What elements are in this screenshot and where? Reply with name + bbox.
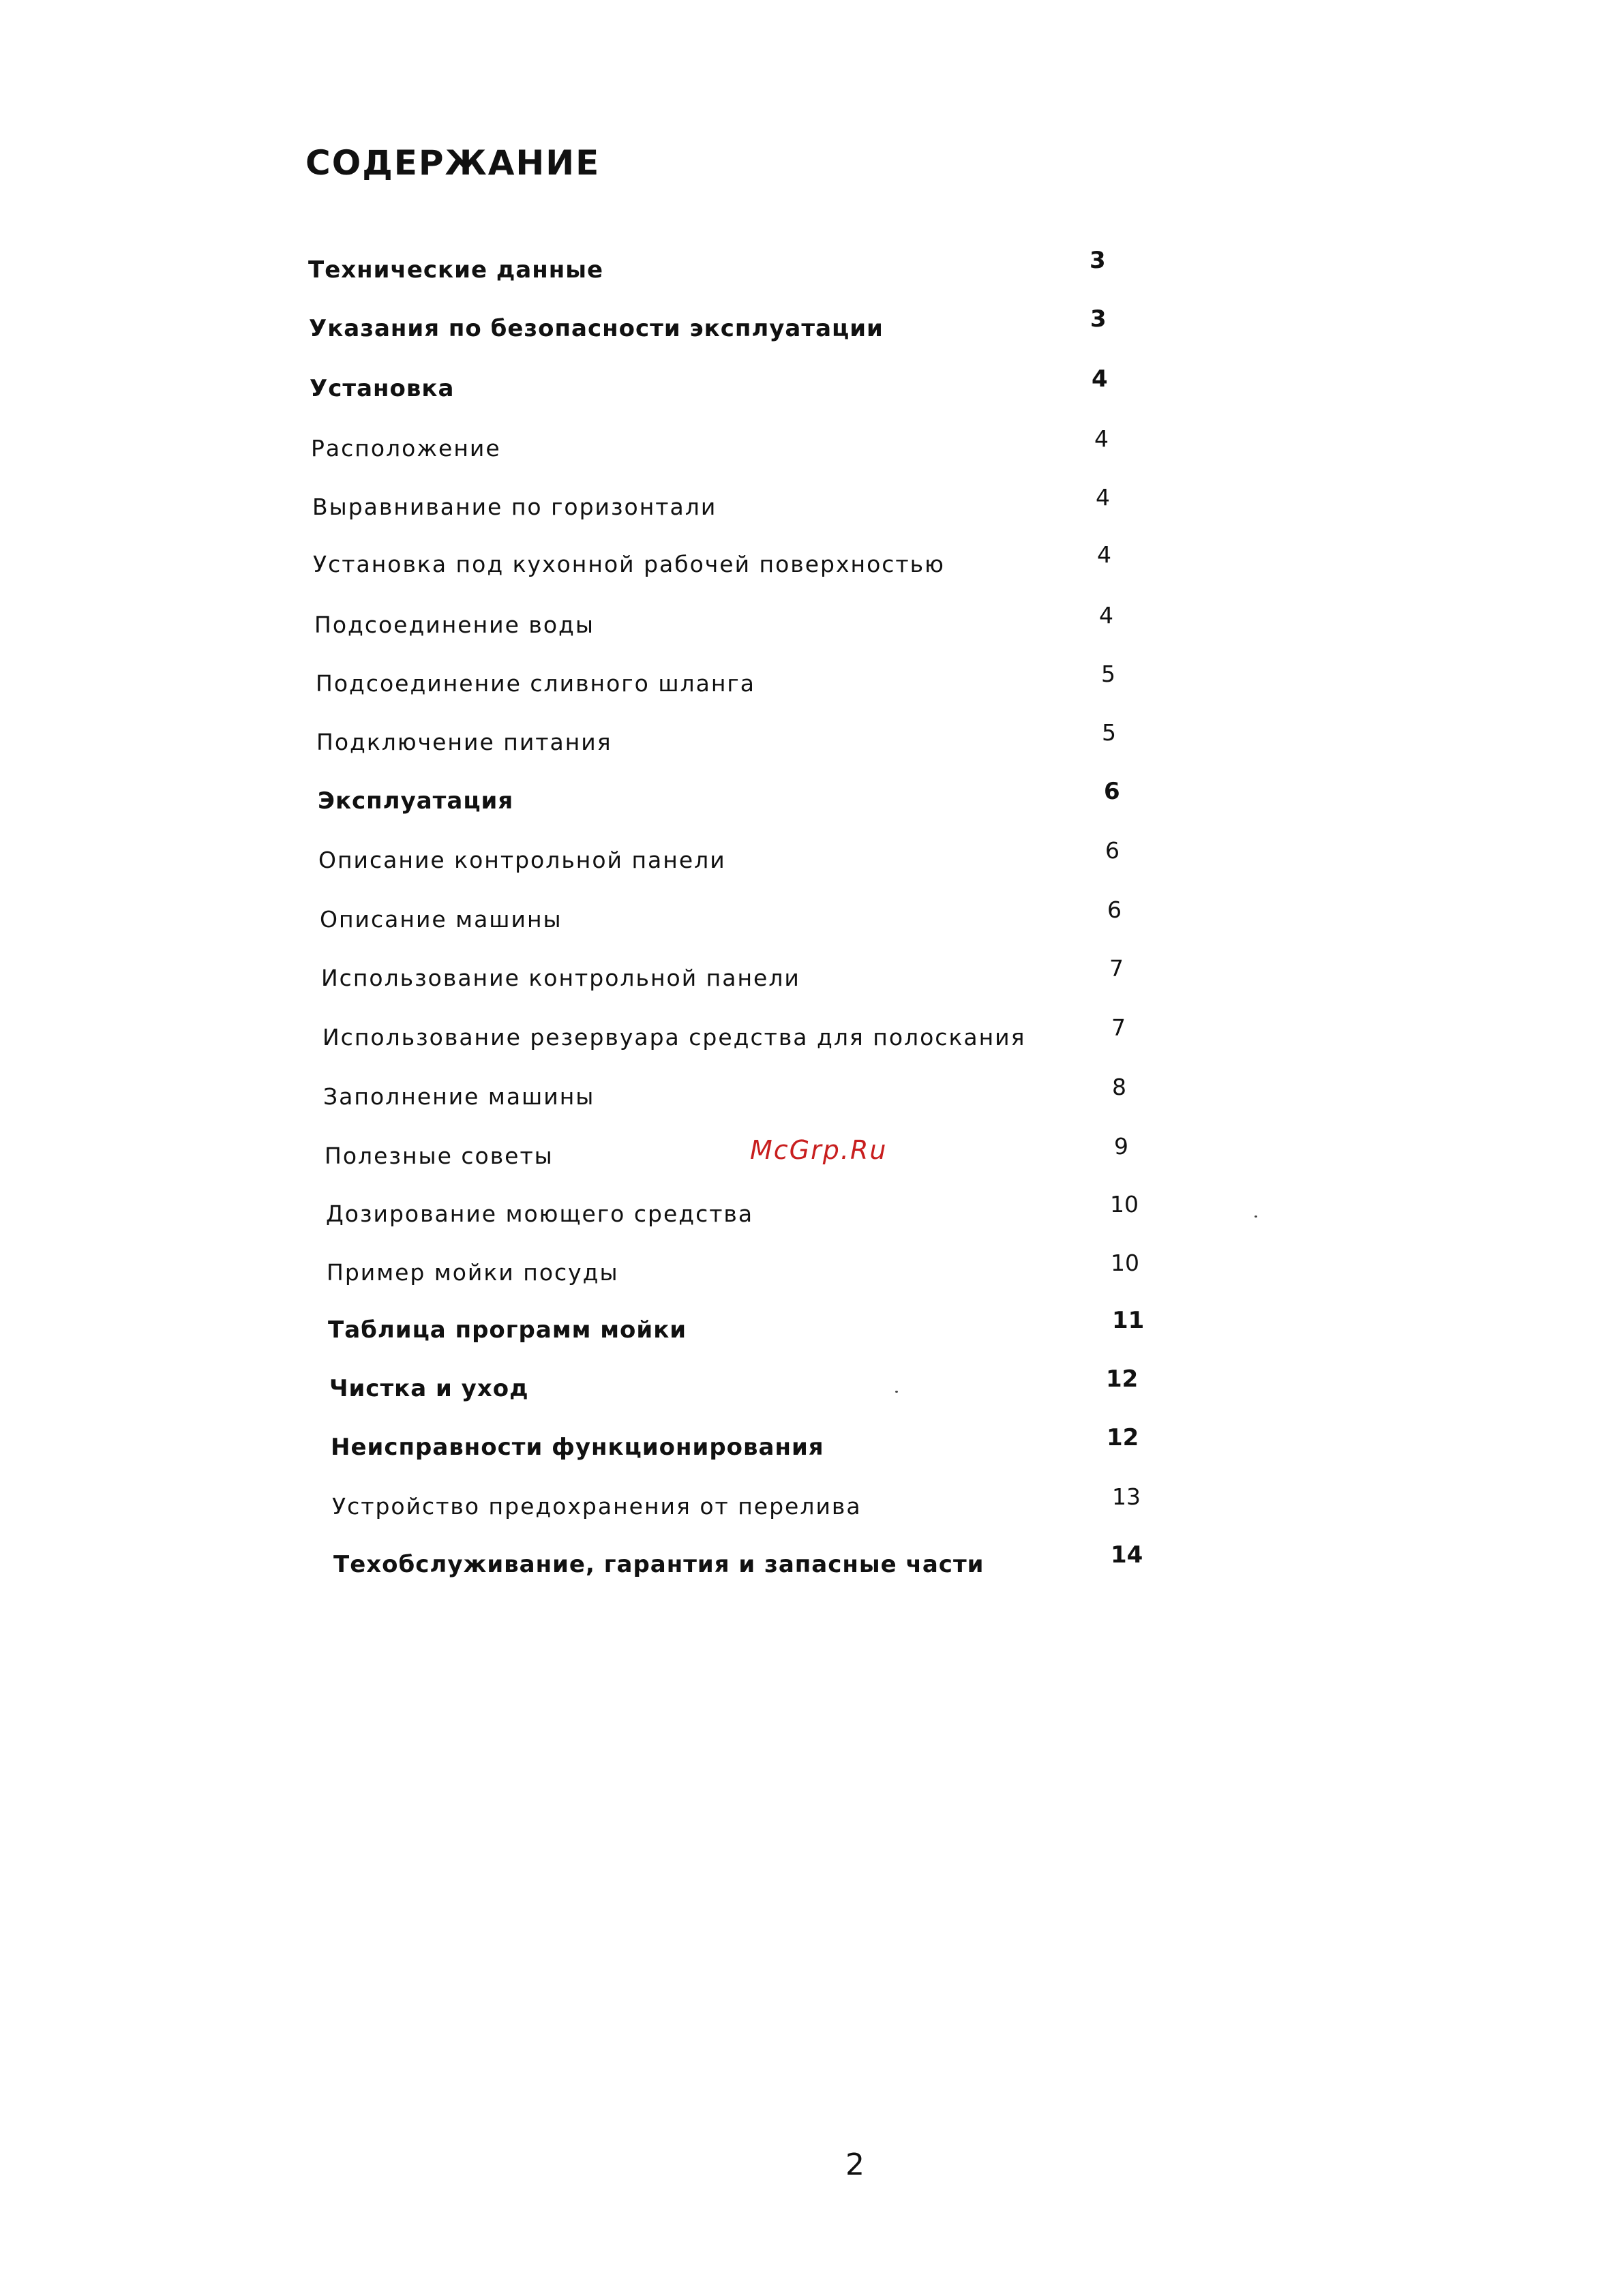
toc-entry (316, 721, 1203, 755)
watermark: McGrp.Ru (750, 1135, 888, 1165)
toc-entry-label: Использование контрольной панели (321, 965, 800, 991)
toc-entry (331, 1424, 1217, 1461)
toc-entry-label: Заполнение машины (323, 1083, 595, 1110)
toc-entry-page: 12 (1107, 1424, 1139, 1451)
toc-entry-label: Указания по безопасности эксплуатации (309, 315, 884, 342)
toc-entry-label: Использование резервуара средства для полоскания (322, 1024, 1026, 1051)
toc-entry-page: 10 (1110, 1191, 1139, 1218)
toc-entry-page: 12 (1106, 1365, 1139, 1393)
toc-entry-label: Дозирование моющего средства (326, 1200, 754, 1227)
toc-entry-page: 8 (1112, 1074, 1126, 1100)
toc-entry-page: 4 (1092, 365, 1108, 393)
toc-entry (314, 604, 1201, 638)
toc-entry (326, 1193, 1212, 1227)
toc-entry-page: 4 (1096, 484, 1110, 511)
toc-entry-label: Устройство предохранения от перелива (332, 1493, 862, 1520)
toc-entry (312, 486, 1199, 520)
toc-entry-label: Полезные советы (325, 1143, 554, 1169)
toc-entry-page: 14 (1111, 1541, 1143, 1569)
toc-entry-page: 10 (1111, 1250, 1139, 1276)
toc-entry-page: 11 (1112, 1307, 1145, 1334)
toc-entry (328, 1307, 1214, 1344)
toc-entry-page: 6 (1107, 896, 1122, 923)
toc-entry (329, 1365, 1216, 1402)
toc-entry (311, 427, 1197, 462)
scan-speck (895, 1391, 898, 1393)
toc-entry-page: 7 (1111, 1014, 1126, 1041)
toc-entry (321, 957, 1207, 991)
toc-entry (327, 1252, 1213, 1286)
toc-entry (323, 1076, 1210, 1110)
toc-entry (332, 1485, 1218, 1520)
toc-entry-label: Неисправности функционирования (331, 1434, 824, 1461)
toc-entry-label: Описание машины (320, 906, 562, 933)
toc-entry-label: Установка под кухонной рабочей поверхностью (313, 551, 945, 577)
toc-entry-page: 3 (1090, 305, 1107, 333)
toc-entry-label: Расположение (311, 435, 501, 462)
toc-entry-label: Описание контрольной панели (318, 847, 726, 873)
toc-entry-label: Пример мойки посуды (327, 1259, 619, 1286)
toc-entry (320, 898, 1206, 933)
toc-entry (310, 365, 1196, 402)
toc-entry-page: 5 (1102, 719, 1116, 746)
toc-entry-page: 9 (1114, 1133, 1128, 1160)
toc-entry-page: 7 (1109, 955, 1124, 982)
toc-entry-page: 6 (1105, 837, 1120, 864)
toc-entry (333, 1541, 1220, 1578)
toc-entry-page: 4 (1094, 425, 1109, 452)
toc-entry-page: 13 (1112, 1483, 1141, 1510)
toc-entry-page: 4 (1099, 602, 1113, 629)
toc-entry (318, 839, 1205, 873)
toc-entry (309, 305, 1195, 342)
toc-entry-label: Чистка и уход (329, 1375, 529, 1402)
toc-entry-page: 4 (1097, 541, 1111, 568)
toc-entry-label: Таблица программ мойки (328, 1316, 687, 1344)
toc-entry-label: Подключение питания (316, 729, 612, 755)
toc-entry (308, 247, 1195, 284)
toc-entry (322, 1016, 1209, 1051)
toc-title: СОДЕРЖАНИЕ (305, 143, 601, 183)
toc-entry-label: Установка (310, 375, 455, 402)
toc-entry-label: Техобслуживание, гарантия и запасные части (333, 1551, 985, 1578)
toc-entry-page: 6 (1104, 778, 1120, 805)
toc-entry-page: 5 (1101, 661, 1115, 687)
toc-entry (313, 543, 1199, 577)
scan-speck (1255, 1215, 1257, 1218)
toc-entry-label: Подсоединение воды (314, 611, 595, 638)
toc-entry (318, 778, 1204, 815)
toc-entry-label: Технические данные (308, 256, 604, 284)
toc-entry-label: Эксплуатация (318, 787, 514, 815)
toc-entry (316, 663, 1202, 697)
toc-entry-label: Подсоединение сливного шланга (316, 670, 755, 697)
toc-entry-page: 3 (1090, 247, 1106, 274)
toc-entry-label: Выравнивание по горизонтали (312, 494, 717, 520)
page-number: 2 (845, 2147, 865, 2182)
